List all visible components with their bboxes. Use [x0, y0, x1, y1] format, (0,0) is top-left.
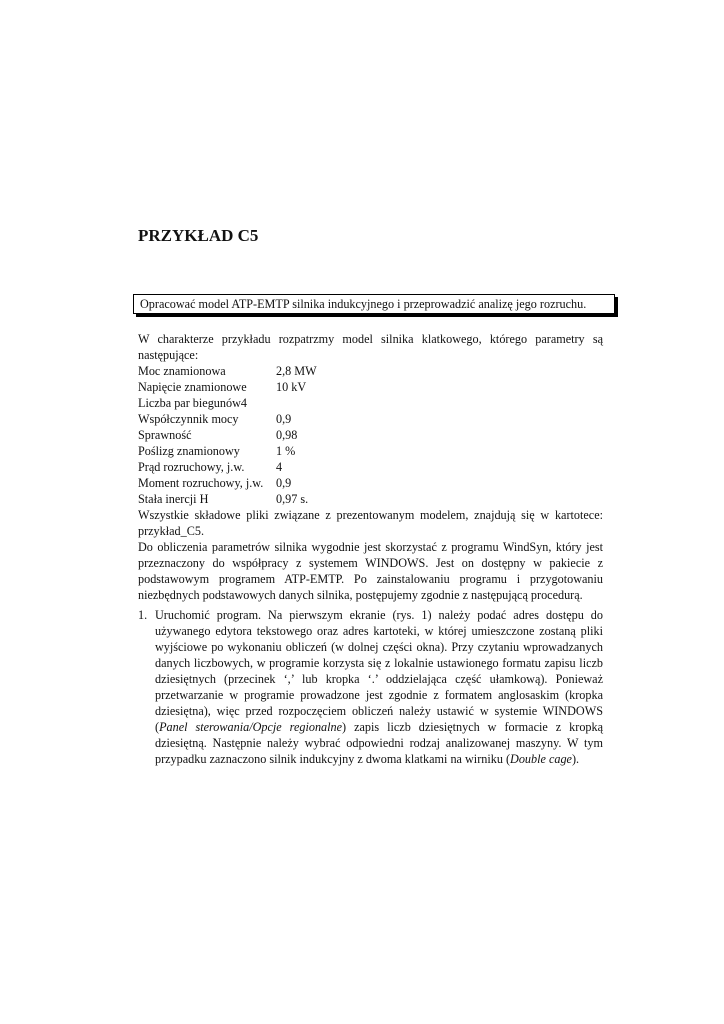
param-value: 0,98 [276, 428, 298, 442]
param-label: Prąd rozruchowy, j.w. [138, 460, 245, 474]
step-1-line-10-start: przypadku zaznaczono silnik indukcyjny z dwoma klatkami na wirniku ( [155, 752, 511, 766]
param-label: Współczynnik mocy [138, 412, 239, 426]
paragraph-2-line-3: podstawowym programem ATP-EMTP. Po zainstalowaniu programu i przygotowaniu [138, 572, 603, 586]
param-label: Moc znamionowa [138, 364, 226, 378]
task-box: Opracować model ATP-EMTP silnika indukcyjnego i przeprowadzić analizę jego rozruchu. [133, 294, 615, 314]
list-number: 1. [138, 608, 148, 622]
param-label: Liczba par biegunów [138, 396, 241, 410]
step-1-line-3: wyjściowe po wykonaniu obliczeń (w dolnej części okna). Przy czytaniu wprowadzanych [155, 640, 603, 654]
double-cage-term: Double cage [510, 752, 572, 766]
regional-settings-path: Panel sterowania/Opcje regionalne [159, 720, 343, 734]
step-1-line-6: przetwarzanie w programie prowadzone jest zgodnie z formatem anglosaskim (kropka [155, 688, 603, 702]
paragraph-1-line-1: Wszystkie składowe pliki związane z prezentowanym modelem, znajdują się w kartotece: [138, 508, 603, 522]
param-label: Stała inercji H [138, 492, 209, 506]
step-1-line-1: Uruchomić program. Na pierwszym ekranie (rys. 1) należy podać adres dostępu do [155, 608, 603, 622]
step-1-line-8 [155, 719, 603, 735]
param-value: 0,9 [276, 476, 292, 490]
step-1-line-4: danych liczbowych, w programie korzysta się z lokalnie ustawionego formatu zapisu liczb [155, 656, 603, 670]
param-value: 2,8 MW [276, 364, 317, 378]
step-1-line-9: dziesiętną. Następnie należy wybrać odpowiedni rodzaj analizowanej maszyny. W tym [155, 736, 603, 750]
param-row [138, 395, 247, 411]
page-title: PRZYKŁAD C5 [138, 226, 259, 245]
paragraph-1-line-2: przykład_C5. [138, 524, 205, 538]
paragraph-2-line-1: Do obliczenia parametrów silnika wygodnie jest skorzystać z programu WindSyn, który jest [138, 540, 603, 554]
param-value: 0,97 s. [276, 492, 309, 506]
step-1-line-7: dziesiętna), więc przed rozpoczęciem obliczeń należy ustawić w systemie WINDOWS [155, 704, 603, 718]
paragraph-2-line-2: przeznaczony do współpracy z systemem WINDOWS. Jest on dostępny w pakiecie z [138, 556, 603, 570]
param-label: Sprawność [138, 428, 192, 442]
step-1-line-10-end: ). [571, 752, 580, 766]
intro-line-1: W charakterze przykładu rozpatrzmy model silnika klatkowego, którego parametry są [138, 332, 603, 346]
paragraph-2-line-4: niezbędnych podstawowych danych silnika, postępujemy zgodnie z następującą procedurą. [138, 588, 583, 602]
step-1-line-8-open: ( [155, 720, 160, 734]
param-label: Poślizg znamionowy [138, 444, 240, 458]
param-value: 4 [240, 396, 247, 410]
step-1-line-5: dziesiętnych (przecinek ‘,’ lub kropka ‘.’ oddzielająca część ułamkową). Ponieważ [155, 672, 603, 686]
param-value: 4 [276, 460, 283, 474]
step-1-line-2: używanego edytora tekstowego oraz adres kartoteki, w której umieszczone zostaną pliki [155, 624, 603, 638]
param-value: 10 kV [276, 380, 307, 394]
step-1-line-10 [155, 751, 579, 767]
param-label: Moment rozruchowy, j.w. [138, 476, 264, 490]
step-1-line-8-rest: ) zapis liczb dziesiętnych w formacie z kropką [342, 720, 604, 734]
param-value: 1 % [276, 444, 296, 458]
param-label: Napięcie znamionowe [138, 380, 247, 394]
param-value: 0,9 [276, 412, 292, 426]
intro-line-2: następujące: [138, 348, 199, 362]
